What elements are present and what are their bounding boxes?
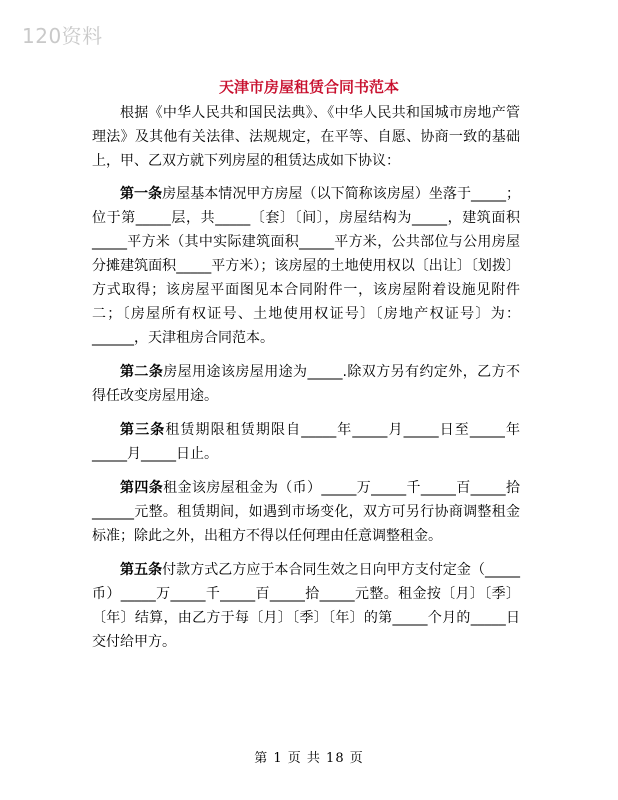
document-title: 天津市房屋租赁合同书范本 bbox=[218, 78, 399, 96]
article-text: 租金该房屋租金为（币）_____万_____千_____百_____拾______元整。租赁期间，如遇到市场变化，双方可另行协商调整租金标准；除此之外，出租方不得以任何理由任意调整租金。 bbox=[92, 480, 521, 544]
article-3 bbox=[92, 418, 520, 466]
article-4 bbox=[92, 476, 520, 548]
article-heading: 第一条 bbox=[120, 186, 163, 202]
article-heading: 第四条 bbox=[120, 480, 164, 496]
article-heading: 第五条 bbox=[120, 562, 163, 578]
article-text: 付款方式乙方应于本合同生效之日向甲方支付定金（_____币）_____万_____千_____百_____拾_____元整。租金按〔月〕〔季〕〔年〕结算，由乙方于每〔月〕〔季〕〔年〕的第_____个月的_____日交付给甲方。 bbox=[92, 562, 521, 650]
article-text: 房屋用途该房屋用途为_____.除双方另有约定外，乙方不得任改变房屋用途。 bbox=[92, 364, 520, 404]
page-footer: 第 1 页 共 18 页 bbox=[254, 751, 364, 766]
article-text: 房屋基本情况甲方房屋（以下简称该房屋）坐落于_____；位于第_____层，共_____〔套〕〔间〕，房屋结构为_____，建筑面积_____平方米（其中实际建筑面积_____平方米，公共部位与公用房屋分摊建筑面积_____平方米）；该房屋的土地使用权以〔出让〕〔划拨〕方式取得；该房屋平面图见本合同附件一，该房屋附着设施见附件二；〔房屋所有权证号、土地使用权证号〕〔房地产权证号〕为：______，天津租房合同范本。 bbox=[92, 186, 521, 346]
article-2 bbox=[92, 360, 520, 408]
article-heading: 第三条 bbox=[120, 422, 166, 438]
watermark: 120资料 bbox=[22, 24, 103, 48]
intro-paragraph: 根据《中华人民共和国民法典》、《中华人民共和国城市房地产管理法》及其他有关法律、法规规定，在平等、自愿、协商一致的基础上，甲、乙双方就下列房屋的租赁达成如下协议： bbox=[92, 105, 520, 169]
article-text: 租赁期限租赁期限自_____年_____月_____日至_____年_____月_____日止。 bbox=[92, 422, 521, 462]
document-body bbox=[92, 101, 520, 664]
article-heading: 第二条 bbox=[120, 364, 164, 380]
article-5 bbox=[92, 558, 520, 654]
article-1 bbox=[92, 182, 520, 350]
